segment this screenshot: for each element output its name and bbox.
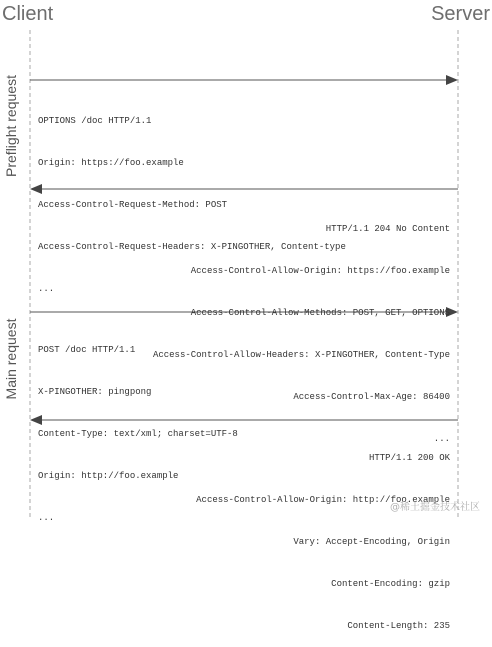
message-line: Origin: https://foo.example xyxy=(38,158,184,168)
main-response-message xyxy=(196,423,450,647)
message-line: Vary: Accept-Encoding, Origin xyxy=(293,537,450,547)
message-line: HTTP/1.1 204 No Content xyxy=(325,224,450,234)
message-line: Origin: http://foo.example xyxy=(38,471,179,481)
main-request-label: Main request xyxy=(3,318,19,400)
message-line: POST /doc HTTP/1.1 xyxy=(38,345,136,355)
message-line: X-PINGOTHER: pingpong xyxy=(38,387,152,397)
message-line: Content-Length: 235 xyxy=(347,621,450,631)
message-line: Content-Type: text/xml; charset=UTF-8 xyxy=(38,429,238,439)
message-line: Access-Control-Allow-Headers: X-PINGOTHER, Content-Type xyxy=(152,350,450,360)
message-line: Access-Control-Request-Method: POST xyxy=(38,200,228,210)
server-lane-title: Server xyxy=(431,3,490,25)
message-line: HTTP/1.1 200 OK xyxy=(368,453,450,463)
client-lane-title: Client xyxy=(2,3,54,25)
message-line: ... xyxy=(38,513,55,523)
message-line: Access-Control-Max-Age: 86400 xyxy=(293,392,450,402)
message-line: OPTIONS /doc HTTP/1.1 xyxy=(38,116,152,126)
message-line: ... xyxy=(433,434,450,444)
message-line: Content-Encoding: gzip xyxy=(331,579,450,589)
message-line: Access-Control-Allow-Methods: POST, GET, OPTIONS xyxy=(190,308,450,318)
message-line: Access-Control-Allow-Origin: https://foo.example xyxy=(190,266,450,276)
preflight-request-label: Preflight request xyxy=(3,75,19,177)
message-line: ... xyxy=(38,284,55,294)
message-line: Access-Control-Allow-Origin: http://foo.example xyxy=(196,495,450,505)
watermark: @稀土掘金技术社区 xyxy=(390,502,480,513)
message-line: Access-Control-Request-Headers: X-PINGOTHER, Content-type xyxy=(38,242,346,252)
